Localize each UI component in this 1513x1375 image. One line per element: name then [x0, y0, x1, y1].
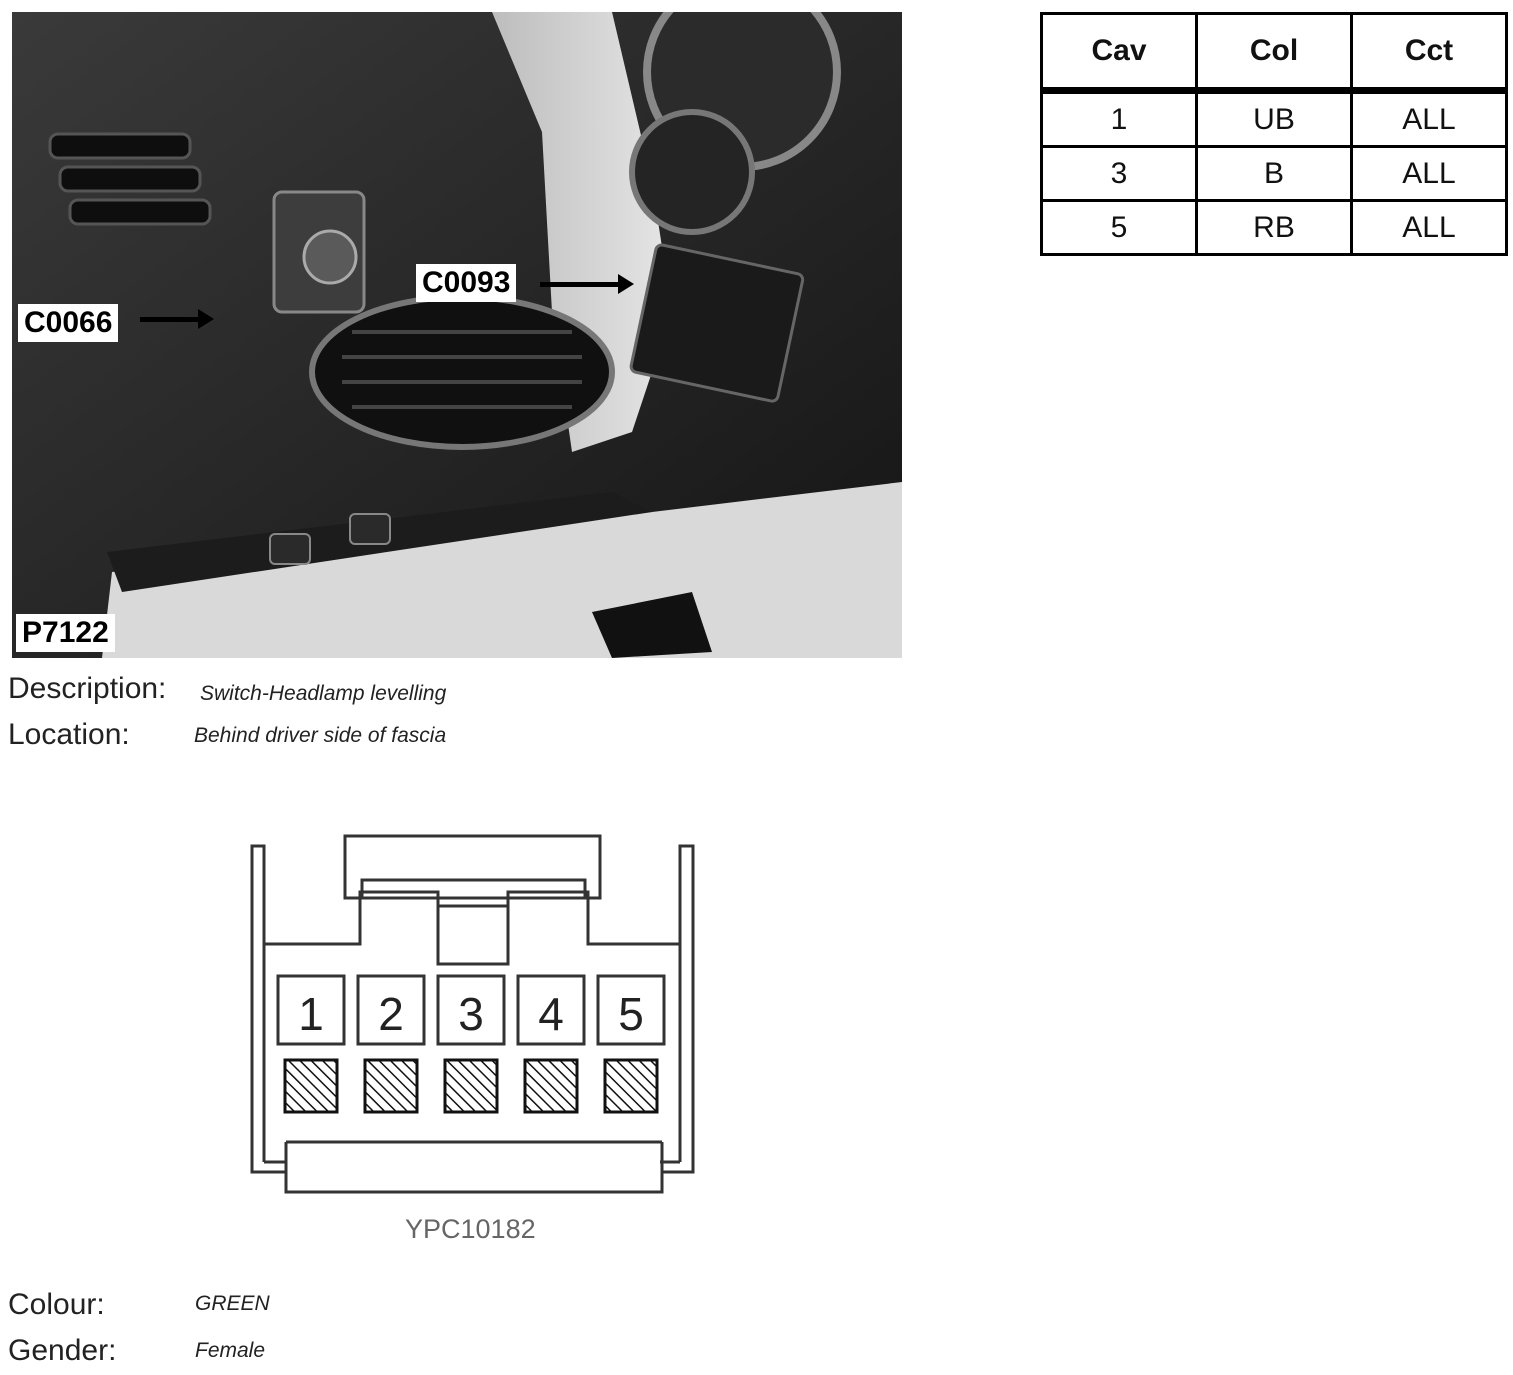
- terminal-2-hatch: [365, 1060, 417, 1112]
- colour-label: Colour:: [8, 1288, 105, 1321]
- dashboard-photo-illustration: [12, 12, 902, 658]
- connector-location-photo: [12, 12, 902, 658]
- colour-value: GREEN: [195, 1292, 270, 1315]
- cell-col: B: [1197, 147, 1352, 201]
- pin-label-4: 4: [538, 988, 564, 1040]
- connector-face-diagram: [240, 832, 710, 1207]
- table-row: [1042, 201, 1507, 255]
- pin-label-5: 5: [618, 988, 644, 1040]
- cell-cct: ALL: [1352, 147, 1507, 201]
- terminal-4-hatch: [525, 1060, 577, 1112]
- table-row: [1042, 91, 1507, 147]
- pin-label-2: 2: [378, 988, 404, 1040]
- cavity-wiring-table: [1040, 12, 1508, 256]
- cell-cct: ALL: [1352, 201, 1507, 255]
- gender-label: Gender:: [8, 1334, 117, 1367]
- cell-cav: 5: [1042, 201, 1197, 255]
- table-row: [1042, 147, 1507, 201]
- description-value: Switch-Headlamp levelling: [200, 682, 447, 705]
- description-label: Description:: [8, 672, 167, 705]
- terminal-3-hatch: [445, 1060, 497, 1112]
- cell-col: UB: [1197, 91, 1352, 147]
- callout-c0093: C0093: [416, 264, 516, 302]
- pin-label-3: 3: [458, 988, 484, 1040]
- location-label: Location:: [8, 718, 130, 751]
- pin-label-1: 1: [298, 988, 324, 1040]
- connector-part-number: YPC10182: [405, 1214, 536, 1244]
- gender-value: Female: [195, 1339, 266, 1362]
- column-header-cav: Cav: [1042, 14, 1197, 91]
- callout-c0066-arrow: [140, 317, 200, 322]
- location-value: Behind driver side of fascia: [194, 724, 447, 747]
- connector-outline: [240, 832, 710, 1202]
- terminal-5-hatch: [605, 1060, 657, 1112]
- callout-c0066: C0066: [18, 304, 118, 342]
- cell-cav: 1: [1042, 91, 1197, 147]
- terminal-1-hatch: [285, 1060, 337, 1112]
- cell-cct: ALL: [1352, 91, 1507, 147]
- cell-col: RB: [1197, 201, 1352, 255]
- figure-id-label: P7122: [16, 614, 115, 652]
- column-header-col: Col: [1197, 14, 1352, 91]
- callout-c0093-arrow: [540, 282, 620, 287]
- cell-cav: 3: [1042, 147, 1197, 201]
- column-header-cct: Cct: [1352, 14, 1507, 91]
- table-header-row: [1042, 14, 1507, 91]
